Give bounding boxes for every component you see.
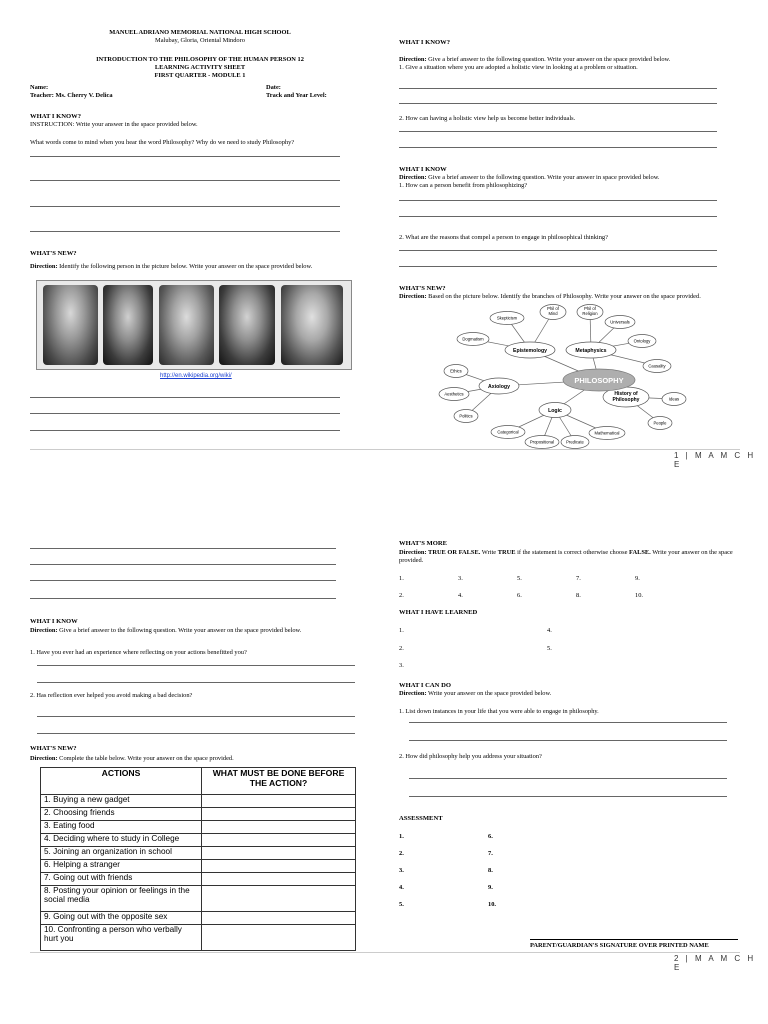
quarter-title: FIRST QUARTER - MODULE 1 bbox=[154, 72, 246, 79]
answer-line bbox=[399, 200, 717, 201]
answer-line bbox=[409, 722, 727, 723]
actions-table bbox=[40, 767, 356, 951]
date-label: Date: bbox=[266, 84, 281, 91]
learned-number: 4. bbox=[547, 627, 552, 634]
action-cell: 6. Helping a stranger bbox=[41, 860, 202, 873]
mindmap-node: Phil of bbox=[547, 306, 559, 311]
answer-line bbox=[399, 250, 717, 251]
mindmap-node: Philosophy bbox=[612, 397, 640, 403]
answer-line bbox=[30, 564, 336, 565]
mindmap-node: Ontology bbox=[633, 338, 651, 344]
answer-cell[interactable] bbox=[202, 925, 356, 951]
tf-number: 8. bbox=[576, 592, 581, 599]
direction-text: Direction: TRUE OR FALSE. Write TRUE if the statement is correct otherwise choose FALSE. Write your answer on the space provided. bbox=[399, 549, 733, 564]
tf-number: 2. bbox=[399, 592, 404, 599]
mindmap-node: Phil of bbox=[584, 306, 596, 311]
mindmap-node: Mind bbox=[548, 311, 558, 316]
subject-title: INTRODUCTION TO THE PHILOSOPHY OF THE HUMAN PERSON 12 bbox=[96, 56, 304, 63]
direction-text: Direction: Give a brief answer to the following question. Write your answer in space provided below. bbox=[399, 174, 660, 181]
action-cell: 3. Eating food bbox=[41, 821, 202, 834]
signature-label: PARENT/GUARDIAN'S SIGNATURE OVER PRINTED NAME bbox=[530, 942, 709, 949]
mindmap-node: Aesthetics bbox=[444, 391, 464, 397]
assessment-number: 1. bbox=[399, 833, 404, 840]
answer-line bbox=[37, 665, 355, 666]
mindmap-node: People bbox=[653, 420, 667, 426]
philosophy-mind-map bbox=[436, 303, 706, 451]
learned-number: 2. bbox=[399, 645, 404, 652]
answer-line bbox=[37, 716, 355, 717]
learned-number: 3. bbox=[399, 662, 404, 669]
question-text: 1. How can a person benefit from philosophizing? bbox=[399, 182, 528, 189]
mindmap-node: Predicate bbox=[566, 439, 584, 445]
answer-line bbox=[409, 740, 727, 741]
mindmap-node: Dogmatism bbox=[462, 336, 484, 342]
direction-text: Direction: Complete the table below. Write your answer on the space provided. bbox=[30, 755, 234, 762]
assessment-number: 7. bbox=[488, 850, 493, 857]
teacher-label: Teacher: Ms. Cherry V. Delica bbox=[30, 92, 113, 99]
answer-cell[interactable] bbox=[202, 795, 356, 808]
section-title: WHAT I KNOW? bbox=[399, 39, 451, 46]
tf-number: 9. bbox=[635, 575, 640, 582]
answer-line bbox=[399, 131, 717, 132]
table-row bbox=[41, 821, 356, 834]
assessment-number: 9. bbox=[488, 884, 493, 891]
philosopher-portrait-5 bbox=[281, 285, 343, 365]
mindmap-node: Mathematical bbox=[594, 430, 620, 436]
mindmap-node: Causality bbox=[648, 363, 666, 369]
signature-line bbox=[530, 939, 738, 940]
answer-line bbox=[30, 231, 340, 232]
mindmap-node: Axiology bbox=[488, 384, 510, 390]
answer-line bbox=[399, 88, 717, 89]
section-title: WHAT I HAVE LEARNED bbox=[399, 609, 478, 616]
direction-text: Direction: Based on the picture below. Identify the branches of Philosophy. Write your answer on the space provided. bbox=[399, 293, 701, 300]
assessment-number: 4. bbox=[399, 884, 404, 891]
tf-number: 6. bbox=[517, 592, 522, 599]
philosophers-image bbox=[36, 280, 352, 370]
assessment-number: 10. bbox=[488, 901, 496, 908]
answer-line bbox=[30, 430, 340, 431]
philosopher-portrait-4 bbox=[219, 285, 275, 365]
table-row bbox=[41, 886, 356, 912]
page-divider bbox=[30, 449, 740, 450]
school-name: MANUEL ADRIANO MEMORIAL NATIONAL HIGH SCHOOL bbox=[109, 29, 291, 36]
question-text: 1. List down instances in your life that you were able to engage in philosophy. bbox=[399, 708, 599, 715]
mindmap-node: Categorical bbox=[497, 429, 519, 435]
action-cell: 10. Confronting a person who verbally hurt you bbox=[41, 925, 202, 951]
page-divider bbox=[30, 952, 740, 953]
mindmap-node: Universals bbox=[610, 319, 630, 325]
question-text: 1. Have you ever had an experience where reflecting on your actions benefitted you? bbox=[30, 649, 247, 656]
action-cell: 4. Deciding where to study in College bbox=[41, 834, 202, 847]
action-cell: 7. Going out with friends bbox=[41, 873, 202, 886]
tf-number: 10. bbox=[635, 592, 643, 599]
section-title: WHAT'S NEW? bbox=[30, 745, 77, 752]
table-row bbox=[41, 873, 356, 886]
answer-cell[interactable] bbox=[202, 834, 356, 847]
mindmap-node: Ideas bbox=[668, 396, 680, 402]
sheet-title: LEARNING ACTIVITY SHEET bbox=[154, 64, 246, 71]
answer-line bbox=[30, 413, 340, 414]
table-header-actions: ACTIONS bbox=[41, 768, 202, 795]
answer-line bbox=[30, 180, 340, 181]
learned-number: 1. bbox=[399, 627, 404, 634]
learned-number: 5. bbox=[547, 645, 552, 652]
answer-line bbox=[30, 156, 340, 157]
answer-line bbox=[409, 796, 727, 797]
tf-number: 4. bbox=[458, 592, 463, 599]
mindmap-node: Epistemology bbox=[512, 348, 548, 354]
direction-text: Direction: Give a brief answer to the following question. Write your answer on the space provided below. bbox=[30, 627, 302, 634]
section-title: WHAT'S NEW? bbox=[30, 250, 77, 257]
section-title: WHAT I KNOW bbox=[399, 166, 447, 173]
answer-line bbox=[37, 733, 355, 734]
question-text: What words come to mind when you hear the word Philosophy? Why do we need to study Philosophy? bbox=[30, 139, 295, 146]
answer-line bbox=[399, 103, 717, 104]
assessment-number: 3. bbox=[399, 867, 404, 874]
mindmap-node: Logic bbox=[548, 408, 562, 414]
tf-number: 1. bbox=[399, 575, 404, 582]
tf-number: 3. bbox=[458, 575, 463, 582]
action-cell: 9. Going out with the opposite sex bbox=[41, 912, 202, 925]
direction-text: Direction: Identify the following person in the picture below. Write your answer on the space provided below. bbox=[30, 263, 313, 270]
page-number: 1 | M A M C H E bbox=[674, 451, 756, 469]
answer-cell[interactable] bbox=[202, 847, 356, 860]
answer-line bbox=[30, 580, 336, 581]
mindmap-node: Metaphysics bbox=[575, 348, 607, 354]
assessment-number: 5. bbox=[399, 901, 404, 908]
answer-line bbox=[30, 598, 336, 599]
section-title: WHAT I KNOW? bbox=[30, 113, 82, 120]
assessment-number: 6. bbox=[488, 833, 493, 840]
tf-number: 5. bbox=[517, 575, 522, 582]
assessment-number: 2. bbox=[399, 850, 404, 857]
section-title: WHAT I KNOW bbox=[30, 618, 78, 625]
name-label: Name: bbox=[30, 84, 49, 91]
table-row bbox=[41, 834, 356, 847]
action-cell: 5. Joining an organization in school bbox=[41, 847, 202, 860]
wikipedia-link[interactable]: http://en.wikipedia.org/wiki/ bbox=[160, 373, 232, 379]
section-title: ASSESSMENT bbox=[399, 815, 443, 822]
question-text: 2. Has reflection ever helped you avoid making a bad decision? bbox=[30, 692, 193, 699]
mindmap-node: Propositional bbox=[529, 439, 555, 445]
mindmap-node: Religion bbox=[582, 311, 598, 316]
mindmap-node: Ethics bbox=[450, 368, 462, 374]
action-cell: 8. Posting your opinion or feelings in the social media bbox=[41, 886, 202, 912]
table-row bbox=[41, 925, 356, 951]
answer-line bbox=[399, 147, 717, 148]
action-cell: 2. Choosing friends bbox=[41, 808, 202, 821]
table-row bbox=[41, 912, 356, 925]
section-title: WHAT I CAN DO bbox=[399, 682, 451, 689]
page-number: 2 | M A M C H E bbox=[674, 954, 756, 972]
answer-line bbox=[30, 397, 340, 398]
table-row bbox=[41, 808, 356, 821]
question-text: 2. What are the reasons that compel a person to engage in philosophical thinking? bbox=[399, 234, 608, 241]
mindmap-center-label: PHILOSOPHY bbox=[574, 376, 624, 385]
track-label: Track and Year Level: bbox=[266, 92, 327, 99]
philosopher-portrait-2 bbox=[103, 285, 153, 365]
action-cell: 1. Buying a new gadget bbox=[41, 795, 202, 808]
philosopher-portrait-3 bbox=[159, 285, 214, 365]
answer-cell[interactable] bbox=[202, 873, 356, 886]
answer-line bbox=[409, 778, 727, 779]
section-title: WHAT'S MORE bbox=[399, 540, 448, 547]
answer-line bbox=[30, 206, 340, 207]
tf-number: 7. bbox=[576, 575, 581, 582]
answer-cell[interactable] bbox=[202, 808, 356, 821]
answer-line bbox=[30, 548, 336, 549]
table-row bbox=[41, 795, 356, 808]
answer-cell[interactable] bbox=[202, 821, 356, 834]
question-text: 1. Give a situation where you are adopted a holistic view in looking at a problem or situation. bbox=[399, 64, 638, 71]
answer-line bbox=[37, 682, 355, 683]
mindmap-node: History of bbox=[614, 391, 638, 397]
section-title: WHAT'S NEW? bbox=[399, 285, 446, 292]
answer-line bbox=[399, 216, 717, 217]
philosopher-portrait-1 bbox=[43, 285, 98, 365]
table-header-what-must-be-done: WHAT MUST BE DONE BEFORE THE ACTION? bbox=[202, 768, 356, 795]
direction-text: Direction: Give a brief answer to the following question. Write your answer on the space provided below. bbox=[399, 56, 671, 63]
answer-cell[interactable] bbox=[202, 912, 356, 925]
answer-line bbox=[399, 266, 717, 267]
assessment-number: 8. bbox=[488, 867, 493, 874]
direction-text: Direction: Write your answer on the space provided below. bbox=[399, 690, 552, 697]
instruction-text: INSTRUCTION: Write your answer in the space provided below. bbox=[30, 121, 198, 128]
question-text: 2. How can having a holistic view help us become better individuals. bbox=[399, 115, 576, 122]
question-text: 2. How did philosophy help you address your situation? bbox=[399, 753, 542, 760]
school-address: Malubay, Gloria, Oriental Mindoro bbox=[155, 37, 245, 44]
answer-cell[interactable] bbox=[202, 860, 356, 873]
mindmap-node: Skepticism bbox=[496, 315, 518, 321]
table-row bbox=[41, 860, 356, 873]
answer-cell[interactable] bbox=[202, 886, 356, 912]
mindmap-node: Politics bbox=[459, 413, 473, 419]
table-row bbox=[41, 847, 356, 860]
